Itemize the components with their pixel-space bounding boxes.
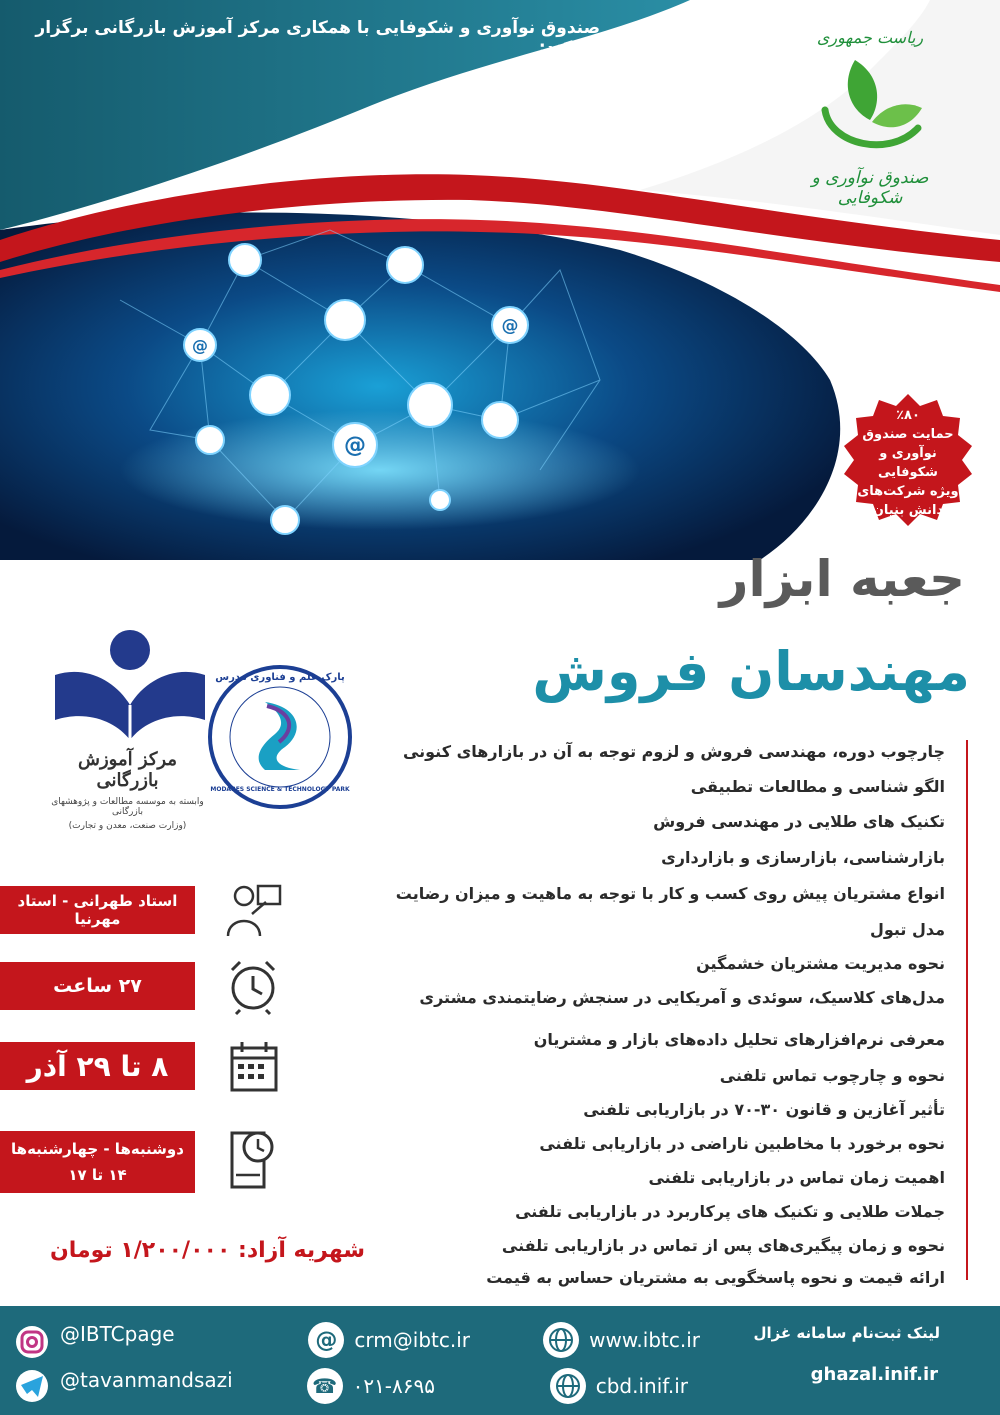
schedule-book-icon xyxy=(222,1125,284,1195)
leaf-icon xyxy=(810,50,930,160)
park-name-fa: پارک علم و فناوری مدرس xyxy=(215,672,345,683)
globe-icon xyxy=(543,1322,579,1358)
ibtc-sub2: (وزارت صنعت، معدن و تجارت) xyxy=(68,821,187,831)
instagram-text: @IBTCpage xyxy=(60,1322,175,1346)
days-row xyxy=(0,1125,340,1197)
website-1-item[interactable] xyxy=(543,1322,700,1358)
svg-text:@: @ xyxy=(192,336,208,355)
list-item: تکنیک های طلایی در مهندسی فروش xyxy=(653,812,945,831)
email-text: crm@ibtc.ir xyxy=(354,1328,470,1352)
list-item: بازارشناسی، بازارسازی و بازارداری xyxy=(661,848,945,867)
ibtc-name: مرکز آموزش بازرگانی xyxy=(78,749,177,791)
teachers-row xyxy=(0,880,340,940)
teacher-icon xyxy=(222,880,284,940)
list-item: اهمیت زمان تماس در بازاریابی تلفنی xyxy=(648,1168,945,1187)
list-item: مدل‌های کلاسیک، سوئدی و آمریکایی در سنجش رضایتمندی مشتری xyxy=(419,988,945,1007)
dates-row xyxy=(0,1036,340,1096)
website-1-text: www.ibtc.ir xyxy=(589,1328,700,1352)
list-item: نحوه مدیریت مشتریان خشمگین xyxy=(696,954,945,973)
ibtc-sub1: وابسته به موسسه مطالعات و پژوهشهای بازرگانی xyxy=(51,797,204,817)
phone-item[interactable] xyxy=(307,1368,435,1404)
svg-text:@: @ xyxy=(501,316,519,336)
list-item: نحوه و زمان پیگیری‌های پس از تماس در بازاریابی تلفنی xyxy=(501,1236,945,1255)
registration-link[interactable]: ghazal.inif.ir xyxy=(810,1364,938,1385)
badge-line: نوآوری و شکوفایی xyxy=(878,446,938,480)
list-item: ارائه قیمت و نحوه پاسخگویی به مشتریان حساس به قیمت xyxy=(486,1268,945,1287)
list-item: تأثیر آغازین و قانون ۳۰-۷۰ در بازاریابی تلفنی xyxy=(583,1100,945,1119)
website-2-item[interactable] xyxy=(550,1368,688,1404)
list-item: معرفی نرم‌افزارهای تحلیل داده‌های بازار و مشتریان xyxy=(533,1030,945,1049)
teachers-label: استاد طهرانی - استاد مهرنیا xyxy=(0,886,195,934)
globe-icon xyxy=(550,1368,586,1404)
phone-icon: ☎ xyxy=(307,1368,343,1404)
days-label-line-1: دوشنبه‌ها - چهارشنبه‌ها xyxy=(11,1140,184,1158)
list-item: چارچوب دوره، مهندسی فروش و لزوم توجه به آن در بازارهای کنونی xyxy=(402,742,945,761)
social-icons xyxy=(6,1324,58,1404)
topics-divider xyxy=(966,740,968,1280)
dates-label: ۸ تا ۲۹ آذر xyxy=(0,1042,195,1090)
ibtc-emblem xyxy=(45,625,210,745)
list-item: مدل تبول xyxy=(869,920,945,939)
alarm-clock-icon xyxy=(222,956,284,1016)
phone-text: ۰۲۱-۸۶۹۵ xyxy=(352,1374,435,1398)
intro-text: صندوق نوآوری و شکوفایی با همکاری مرکز آموزش بازرگانی برگزار می‌کند: xyxy=(35,18,600,58)
telegram-item[interactable] xyxy=(60,1368,233,1392)
list-item: نحوه برخورد با مخاطبین ناراضی در بازاریابی تلفنی xyxy=(539,1134,945,1153)
svg-text:@: @ xyxy=(344,433,366,458)
list-item: نحوه و چارچوب تماس تلفنی xyxy=(719,1066,945,1085)
ibtc-logo xyxy=(45,625,210,850)
at-sign-icon: @ xyxy=(308,1322,344,1358)
course-title-line-1: جعبه ابزار xyxy=(719,550,965,608)
fund-logo xyxy=(790,20,950,210)
calendar-icon xyxy=(222,1036,284,1096)
days-label-line-2: ۱۴ تا ۱۷ xyxy=(68,1166,127,1184)
instagram-item[interactable] xyxy=(60,1322,175,1346)
hours-row xyxy=(0,956,340,1016)
days-label xyxy=(0,1131,195,1193)
email-item[interactable] xyxy=(308,1322,470,1358)
tuition-fee: شهریه آزاد: ۱/۲۰۰/۰۰۰ تومان xyxy=(49,1238,365,1263)
badge-percent: ٪۸۰ xyxy=(896,408,920,423)
list-item: جملات طلایی و تکنیک های پرکاربرد در بازاریابی تلفنی xyxy=(515,1202,945,1221)
course-title-line-2: مهندسان فروش xyxy=(532,640,970,703)
fund-logo-bottom: صندوق نوآوری و شکوفایی xyxy=(811,168,929,208)
badge-line: دانش بنیان xyxy=(872,503,944,518)
list-item: انواع مشتریان پیش روی کسب و کار با توجه به ماهیت و میزان رضایت xyxy=(395,884,945,903)
website-2-text: cbd.inif.ir xyxy=(595,1374,688,1398)
registration-label: لینک ثبت‌نام سامانه غزال xyxy=(753,1324,940,1342)
footer xyxy=(0,1306,1000,1415)
support-badge xyxy=(840,392,976,528)
modares-park-logo xyxy=(205,662,355,812)
badge-line: حمایت صندوق xyxy=(862,427,954,442)
park-name-en: MODARES SCIENCE & TECHNOLOGY PARK xyxy=(210,786,350,793)
fund-logo-top: ریاست جمهوری xyxy=(816,28,924,47)
badge-line: ویژه شرکت‌های xyxy=(857,484,959,499)
telegram-text: @tavanmandsazi xyxy=(60,1368,233,1392)
hours-label: ۲۷ ساعت xyxy=(0,962,195,1010)
list-item: الگو شناسی و مطالعات تطبیقی xyxy=(690,777,945,796)
